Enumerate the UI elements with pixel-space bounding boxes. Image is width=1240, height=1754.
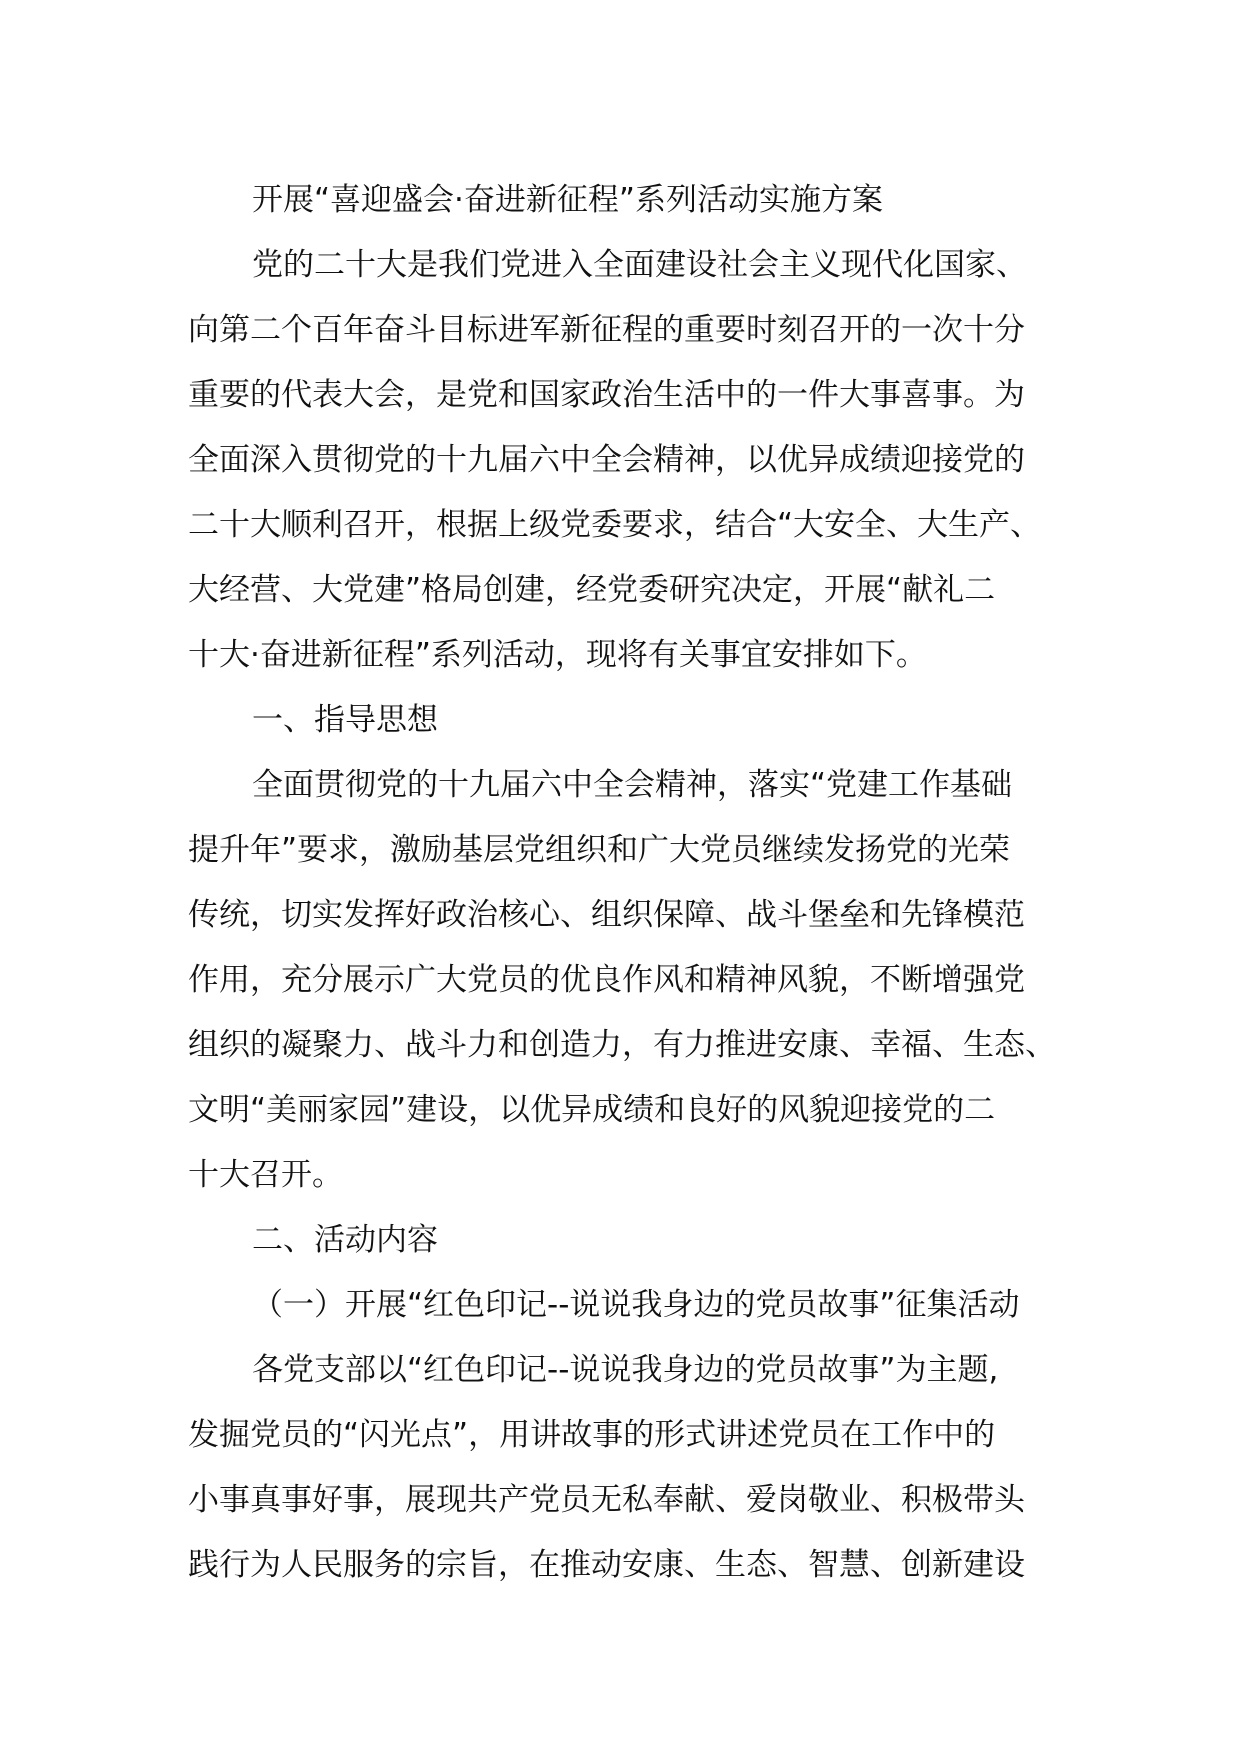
paragraph-line: 作用，充分展示广大党员的优良作风和精神风貌，不断增强党 [188, 962, 1025, 998]
paragraph-line: 重要的代表大会，是党和国家政治生活中的一件大事喜事。为 [188, 377, 1025, 413]
paragraph-line: 十大·奋进新征程”系列活动，现将有关事宜安排如下。 [188, 637, 927, 673]
paragraph-line: 全面深入贯彻党的十九届六中全会精神，以优异成绩迎接党的 [188, 442, 1025, 478]
paragraph-line: 向第二个百年奋斗目标进军新征程的重要时刻召开的一次十分 [188, 312, 1025, 348]
paragraph-line: 小事真事好事，展现共产党员无私奉献、爱岗敬业、积极带头 [188, 1482, 1025, 1518]
paragraph-line: 提升年”要求，激励基层党组织和广大党员继续发扬党的光荣 [188, 832, 1011, 868]
paragraph-line: 文明“美丽家园”建设，以优异成绩和良好的风貌迎接党的二 [188, 1092, 996, 1128]
paragraph-line: 十大召开。 [188, 1157, 343, 1193]
paragraph-line: 组织的凝聚力、战斗力和创造力，有力推进安康、幸福、生态、 [188, 1027, 1056, 1063]
document-body [188, 168, 1068, 1598]
paragraph-line: 践行为人民服务的宗旨，在推动安康、生态、智慧、创新建设 [188, 1547, 1025, 1583]
subsection-heading: （一）开展“红色印记--说说我身边的党员故事”征集活动 [252, 1287, 1020, 1323]
section-heading: 一、指导思想 [252, 702, 438, 738]
paragraph-line: 全面贯彻党的十九届六中全会精神，落实“党建工作基础 [252, 767, 1013, 803]
section-heading: 二、活动内容 [252, 1222, 438, 1258]
paragraph-line: 大经营、大党建”格局创建，经党委研究决定，开展“献礼二 [188, 572, 996, 608]
paragraph-line: 二十大顺利召开，根据上级党委要求，结合“大安全、大生产、 [188, 507, 1042, 543]
paragraph-line: 党的二十大是我们党进入全面建设社会主义现代化国家、 [252, 247, 1027, 283]
document-title: 开展“喜迎盛会·奋进新征程”系列活动实施方案 [252, 182, 883, 218]
paragraph-line: 发掘党员的“闪光点”，用讲故事的形式讲述党员在工作中的 [188, 1417, 996, 1453]
paragraph-line: 各党支部以“红色印记--说说我身边的党员故事”为主题, [252, 1352, 999, 1388]
paragraph-line: 传统，切实发挥好政治核心、组织保障、战斗堡垒和先锋模范 [188, 897, 1025, 933]
